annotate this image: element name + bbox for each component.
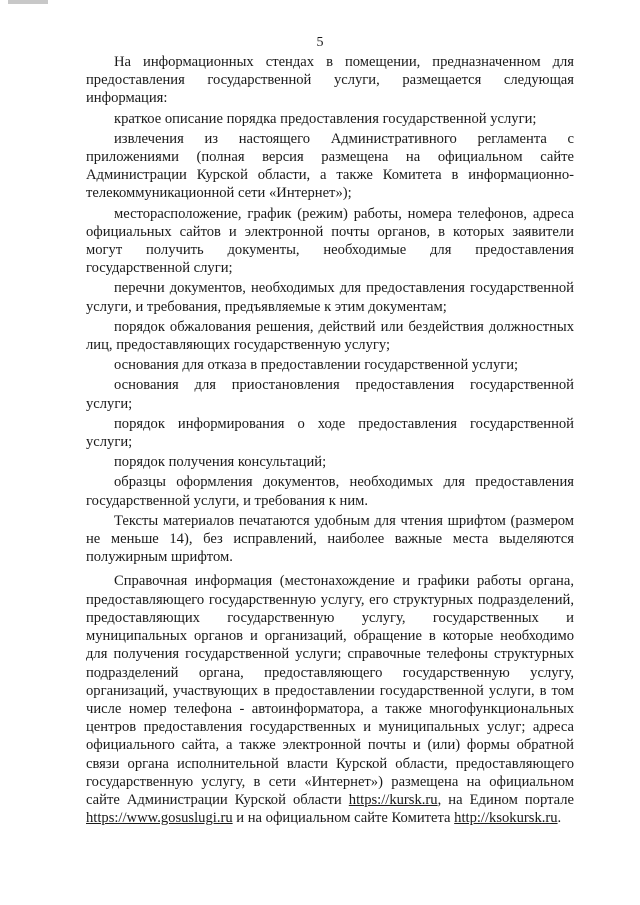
page-number: 5 — [316, 35, 324, 50]
paragraph-font-requirements: Тексты материалов печатаются удобным для чтения шрифтом (размером не меньше 14), без исправлений, наиболее важные места выделяются полужирным шрифтом. — [86, 512, 574, 566]
document-body — [86, 53, 574, 829]
reference-text-mid: , на Едином портале — [437, 791, 574, 808]
paragraph-list-item: порядок обжалования решения, действий или бездействия должностных лиц, предоставляющих государственную услугу; — [86, 318, 574, 354]
paragraph-intro: На информационных стендах в помещении, предназначенном для предоставления государственной услуги, размещается следующая информация: — [86, 54, 574, 107]
scan-artifact — [8, 0, 48, 4]
reference-text: Справочная информация (местонахождение и графики работы органа, предоставляющего государственную услугу, его структурных подразделений, предоставляющих государственную услугу, государственных и муниципальных органов и организаций, обращение в которые необходимо для получения государственной услуги; справочные телефоны структурных подразделений органа, предоставляющего государственную услугу, организаций, участвующих в предоставлении государственной услуги, в том числе номер телефона - автоинформатора, а также многофункциональных центров предоставления государственных и муниципальных услуг; адреса официального сайта, а также электронной почты и (или) формы обратной связи органа исполнительной власти Курской области, предоставляющего государственную услугу, в сети «Интернет») размещена на официальном сайте Администрации Курской области — [86, 573, 574, 808]
paragraph-list-item: порядок получения консультаций; — [114, 454, 327, 471]
paragraph-list-item: краткое описание порядка предоставления государственной услуги; — [114, 110, 537, 127]
paragraph-reference-info — [86, 572, 574, 827]
paragraph-list-item: месторасположение, график (режим) работы, номера телефонов, адреса официальных сайтов и электронной почты органов, в которых заявители могут получить документы, необходимые для предоставления государственной слуги; — [86, 205, 574, 277]
link-gosuslugi[interactable]: https://www.gosuslugi.ru — [86, 810, 233, 827]
paragraph-list-item: извлечения из настоящего Административного регламента с приложениями (полная версия размещена на официальном сайте Администрации Курской области, а также Комитета в информационно-телекоммуникационной сети «Интернет»); — [86, 130, 574, 202]
paragraph-list-item: перечни документов, необходимых для предоставления государственной услуги, и требования, предъявляемые к этим документам; — [86, 280, 574, 315]
paragraph-list-item: порядок информирования о ходе предоставления государственной услуги; — [86, 415, 574, 451]
reference-text-end: . — [557, 810, 562, 827]
link-ksokursk[interactable]: http://ksokursk.ru — [454, 810, 558, 827]
paragraph-list-item: образцы оформления документов, необходимых для предоставления государственной услуги, и требования к ним. — [86, 474, 574, 509]
paragraph-list-item: основания для отказа в предоставлении государственной услуги; — [114, 357, 519, 374]
link-kursk[interactable]: https://kursk.ru — [348, 791, 438, 808]
paragraph-list-item: основания для приостановления предоставления государственной услуги; — [86, 377, 574, 412]
reference-text-mid: и на официальном сайте Комитета — [232, 810, 455, 827]
